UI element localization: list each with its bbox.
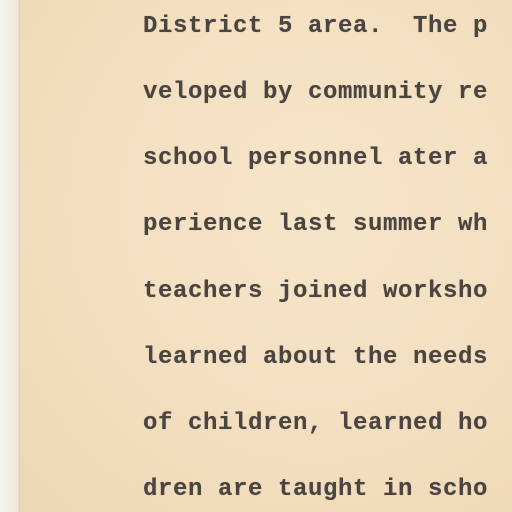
text-line-2: veloped by community re: [143, 79, 489, 106]
text-line-4: perience last summer wh: [143, 211, 489, 238]
typewritten-page: [20, 0, 512, 512]
text-line-6: learned about the needs: [143, 344, 489, 371]
page-margin: [0, 0, 20, 512]
text-line-5: teachers joined worksho: [143, 278, 489, 305]
text-line-1: District 5 area. The p: [143, 13, 489, 40]
text-line-8: dren are taught in scho: [143, 476, 489, 503]
text-line-7: of children, learned ho: [143, 410, 489, 437]
text-line-3: school personnel ater a: [143, 145, 489, 172]
